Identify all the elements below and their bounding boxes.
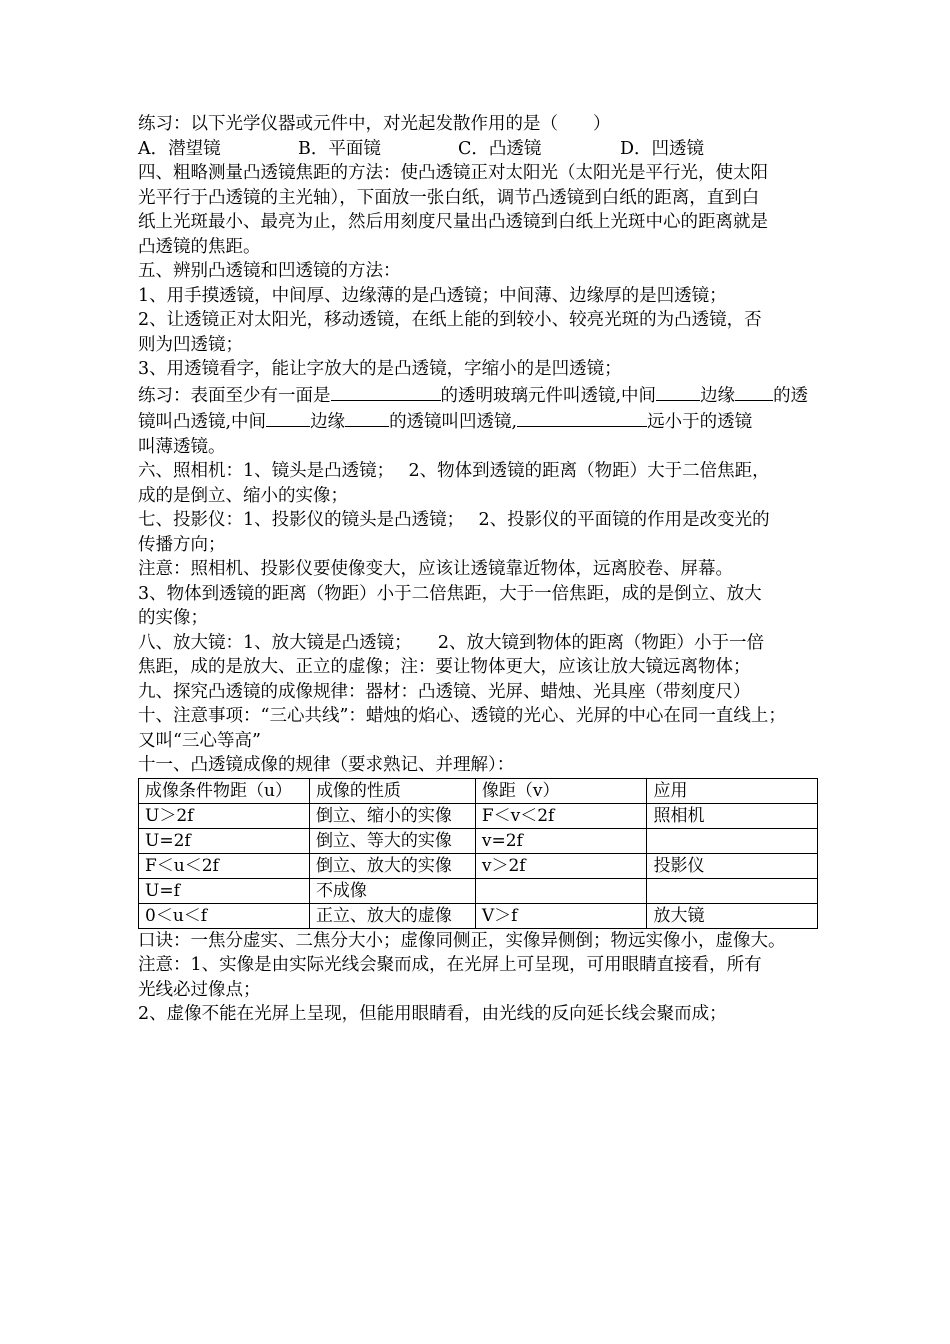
practice2-text: 的透镜叫凹透镜,: [389, 412, 518, 432]
practice2-text: 的透明玻璃元件叫透镜,中间: [440, 385, 657, 406]
table-header-row: [139, 778, 818, 803]
table-header-cell: 成像条件物距（u）: [139, 778, 310, 803]
notes-line: 2、虚像不能在光屏上呈现，但能用眼睛看，由光线的反向延长线会聚而成；: [138, 1004, 727, 1024]
table-cell: v＞2f: [475, 853, 647, 878]
practice2-line2: [138, 408, 838, 435]
fill-blank[interactable]: [656, 382, 700, 401]
practice2-text: 镜叫凸透镜,中间: [138, 412, 267, 432]
notes-line: 口诀：一焦分虚实、二焦分大小；虚像同侧正，实像异侧倒；物远实像小，虚像大。: [138, 930, 786, 951]
section9-line: 九、探究凸透镜的成像规律：器材：凸透镜、光屏、蜡烛、光具座（带刻度尺）: [138, 681, 751, 702]
table-cell: U=2f: [139, 828, 310, 853]
section7-line: 3、物体到透镜的距离（物距）小于二倍焦距，大于一倍焦距，成的是倒立、放大: [138, 583, 762, 604]
section8-line: 焦距，成的是放大、正立的虚像；注：要让物体更大，应该让放大镜远离物体；: [138, 657, 751, 677]
section8-line: 八、放大镜：1、放大镜是凸透镜； 2、放大镜到物体的距离（物距）小于一倍: [138, 632, 765, 653]
notes-line: 注意：1、实像是由实际光线会聚而成，在光屏上可呈现，可用眼睛直接看，所有: [138, 955, 762, 975]
table-cell: v=2f: [475, 828, 647, 853]
practice-options: [138, 137, 838, 162]
option-b: B．平面镜: [298, 138, 381, 159]
table-cell: 不成像: [309, 878, 475, 903]
section5-line: 则为凹透镜；: [138, 334, 243, 355]
table-cell: [475, 878, 647, 903]
practice2-line1: [138, 382, 838, 409]
section5-line: 1、用手摸透镜，中间厚、边缘薄的是凸透镜；中间薄、边缘厚的是凹透镜；: [138, 285, 727, 306]
document-page: [138, 112, 838, 1027]
table-cell: 倒立、缩小的实像: [309, 803, 475, 828]
table-cell: U=f: [139, 878, 310, 903]
fill-blank[interactable]: [331, 382, 441, 401]
practice2-text: 远小于的透镜: [647, 412, 753, 432]
section4-line: 凸透镜的焦距。: [138, 236, 261, 257]
table-header-cell: 应用: [647, 778, 818, 803]
section5-title: 五、辨别凸透镜和凹透镜的方法：: [138, 261, 401, 281]
table-cell: F＜v＜2f: [475, 803, 647, 828]
table-cell: F＜u＜2f: [139, 853, 310, 878]
practice2-line3: 叫薄透镜。: [138, 436, 226, 457]
practice2-text: 的透: [773, 385, 809, 406]
table-cell: 照相机: [647, 803, 818, 828]
table-header-cell: 成像的性质: [309, 778, 475, 803]
section4-line: 纸上光斑最小、最亮为止，然后用刻度尺量出凸透镜到白纸上光斑中心的距离就是: [138, 212, 768, 232]
fill-blank[interactable]: [517, 408, 647, 427]
practice2-text: 边缘: [310, 412, 346, 432]
notes-line: 光线必过像点；: [138, 979, 261, 1000]
section7-line: 的实像；: [138, 608, 208, 628]
table-row: [139, 853, 818, 878]
table-cell: V＞f: [475, 903, 647, 928]
table-cell: 倒立、放大的实像: [309, 853, 475, 878]
practice-question: 练习：以下光学仪器或元件中，对光起发散作用的是（ ）: [138, 114, 611, 134]
table-cell: [647, 878, 818, 903]
table-row: [139, 903, 818, 928]
section7-line: 七、投影仪：1、投影仪的镜头是凸透镜； 2、投影仪的平面镜的作用是改变光的: [138, 510, 770, 530]
section7-line: 注意：照相机、投影仪要使像变大，应该让透镜靠近物体，远离胶卷、屏幕。: [138, 559, 733, 579]
table-cell: 0＜u＜f: [139, 903, 310, 928]
section7-line: 传播方向；: [138, 534, 226, 555]
table-cell: U＞2f: [139, 803, 310, 828]
table-header-cell: 像距（v）: [475, 778, 647, 803]
fill-blank[interactable]: [266, 408, 310, 427]
table-cell: 正立、放大的虚像: [309, 903, 475, 928]
table-cell: 放大镜: [647, 903, 818, 928]
fill-blank[interactable]: [735, 382, 773, 401]
table-cell: [647, 828, 818, 853]
imaging-rules-table: [138, 778, 818, 929]
table-row: [139, 828, 818, 853]
option-a: A．潜望镜: [138, 138, 221, 159]
option-d: D．凹透镜: [620, 138, 705, 159]
table-row: [139, 878, 818, 903]
practice2-text: 边缘: [700, 385, 736, 406]
section4-line: 四、粗略测量凸透镜焦距的方法：使凸透镜正对太阳光（太阳光是平行光，使太阳: [138, 163, 768, 183]
section5-line: 2、让透镜正对太阳光，移动透镜，在纸上能的到较小、较亮光斑的为凸透镜，否: [138, 310, 762, 330]
section10-line: 十、注意事项：“三心共线”：蜡烛的焰心、透镜的光心、光屏的中心在同一直线上；: [138, 706, 786, 726]
section4-line: 光平行于凸透镜的主光轴），下面放一张白纸，调节凸透镜到白纸的距离，直到白: [138, 187, 760, 208]
section10-line: 又叫“三心等高”: [138, 730, 261, 751]
table-cell: 倒立、等大的实像: [309, 828, 475, 853]
section5-line: 3、用透镜看字，能让字放大的是凸透镜，字缩小的是凹透镜；: [138, 359, 622, 379]
table-cell: 投影仪: [647, 853, 818, 878]
section6-line: 六、照相机：1、镜头是凸透镜； 2、物体到透镜的距离（物距）大于二倍焦距，: [138, 461, 770, 481]
section11-title: 十一、凸透镜成像的规律（要求熟记、并理解）：: [138, 755, 515, 775]
table-row: [139, 803, 818, 828]
fill-blank[interactable]: [345, 408, 389, 427]
option-c: C．凸透镜: [458, 138, 542, 159]
practice2-text: 练习：表面至少有一面是: [138, 385, 331, 406]
section6-line: 成的是倒立、缩小的实像；: [138, 485, 348, 506]
